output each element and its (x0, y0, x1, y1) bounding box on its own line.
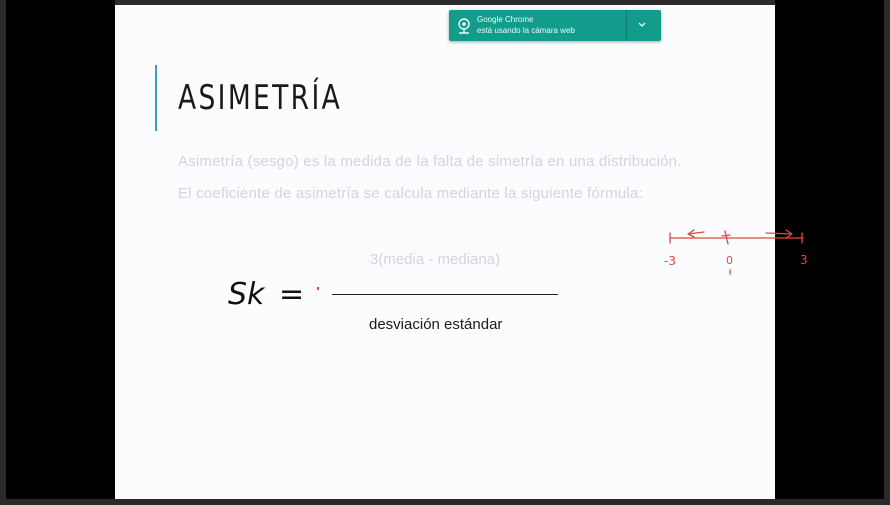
chevron-down-icon[interactable] (635, 19, 649, 31)
hand-drawn-number-line (664, 222, 808, 277)
formula-equals: = (279, 277, 305, 312)
window-left-edge (0, 0, 6, 505)
annotation-left-label: -3 (664, 254, 676, 268)
annotation-right-label: 3 (800, 253, 808, 267)
body-text-line-1: Asimetría (sesgo) es la medida de la falta de simetría en una distribución. (178, 153, 682, 170)
body-text-line-2: El coeficiente de asimetría se calcula mediante la siguiente fórmula: (178, 185, 643, 202)
formula-numerator: 3(media - mediana) (370, 251, 501, 268)
formula-denominator: desviación estándar (369, 316, 503, 333)
title-accent-line (155, 65, 157, 131)
fraction-bar (332, 294, 558, 295)
slide-title: ASIMETRÍA (178, 78, 343, 118)
ink-dot (317, 287, 319, 290)
presentation-slide (115, 5, 808, 499)
left-letterbox (0, 0, 115, 505)
window-bottom-edge (0, 499, 890, 505)
right-letterbox (775, 0, 890, 505)
formula-lhs: Sk (228, 277, 265, 312)
webcam-icon (456, 18, 472, 34)
camera-in-use-notification[interactable] (449, 10, 661, 41)
annotation-center-label: 0 (726, 254, 733, 267)
notification-divider (626, 10, 627, 41)
window-right-edge (884, 0, 890, 505)
notification-message: está usando la cámara web (477, 26, 575, 35)
notification-title: Google Chrome (477, 15, 534, 24)
